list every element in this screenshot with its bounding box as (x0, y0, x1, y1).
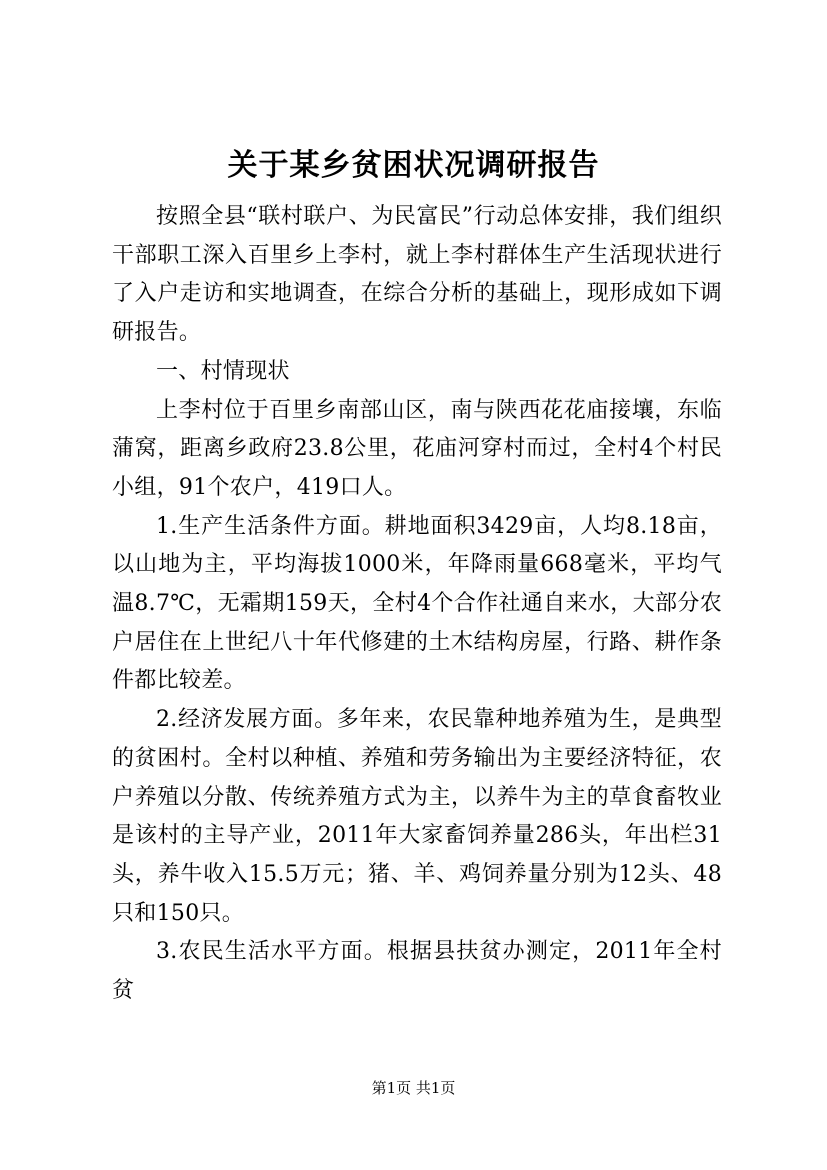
paragraph-living-conditions: 1.生产生活条件方面。耕地面积3429亩，人均8.18亩，以山地为主，平均海拔1000米，年降雨量668毫米，平均气温8.7℃，无霜期159天，全村4个合作社通自来水，大部分农户居住在上世纪八十年代修建的土木结构房屋，行路、耕作条件都比较差。 (112, 513, 722, 694)
document-title: 关于某乡贫困状况调研报告 (227, 148, 600, 183)
paragraph-village-location: 上李村位于百里乡南部山区，南与陕西花花庙接壤，东临蒲窝，距离乡政府23.8公里，花庙河穿村而过，全村4个村民小组，91个农户，419口人。 (112, 397, 722, 500)
document-body (112, 198, 722, 1011)
paragraph-living-standard: 3.农民生活水平方面。根据县扶贫办测定，2011年全村贫 (112, 939, 722, 1004)
page-footer: 第1页 共1页 (371, 1079, 456, 1097)
section-heading-village: 一、村情现状 (156, 358, 290, 384)
paragraph-economy: 2.经济发展方面。多年来，农民靠种地养殖为生，是典型的贫困村。全村以种植、养殖和劳务输出为主要经济特征，农户养殖以分散、传统养殖方式为主，以养牛为主的草食畜牧业是该村的主导产业，2011年大家畜饲养量286头，年出栏31头，养牛收入15.5万元；猪、羊、鸡饲养量分别为12头、48只和150只。 (112, 707, 722, 926)
paragraph-intro: 按照全县“联村联户、为民富民”行动总体安排，我们组织干部职工深入百里乡上李村，就上李村群体生产生活现状进行了入户走访和实地调查，在综合分析的基础上，现形成如下调研报告。 (112, 204, 722, 346)
